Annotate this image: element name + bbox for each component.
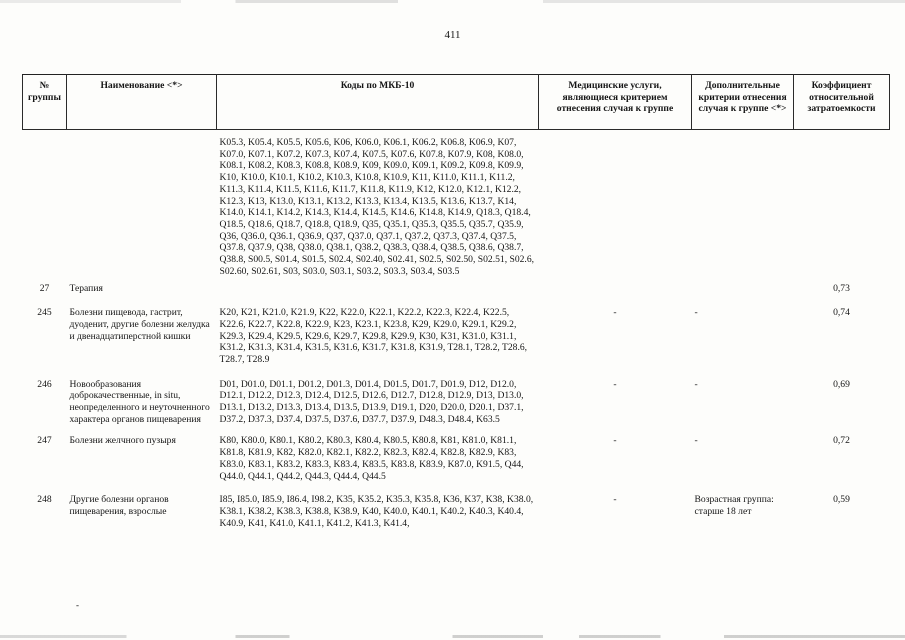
cell-coefficient [794,130,890,284]
header-coefficient: Коэффициент относительной затратоемкости [794,75,890,130]
table-row [23,435,890,494]
cell-medical-services: - [613,307,617,319]
table-row [23,494,890,529]
cell-name: Болезни желчного пузыря [69,435,176,447]
cell-icd-codes: D01, D01.0, D01.1, D01.2, D01.3, D01.4, D01.5, D01.7, D01.9, D12, D12.0, D12.1, D12.2, D12.3, D12.4, D12.5, D12.6, D12.7, D12.8, D12.9, D13, D13.0, D13.1, D13.2, D13.3, D13.4, D13.5, D13.9, D19.1, D20, D20.0, D20.1, D37.1, D37.2, D37.3, D37.4, D37.5, D37.6, D37.7, D37.9, D48.3, D48.4, K63.5 [219,378,524,425]
cell-coefficient: 0,69 [833,378,850,390]
cell-extra-criteria: - [694,378,698,390]
cell-name: Терапия [69,283,103,295]
cell-medical-services: - [613,435,617,447]
cell-coefficient: 0,59 [833,494,850,506]
header-group-number: № группы [23,75,67,130]
tariff-groups-table [22,74,890,529]
cell-extra-criteria [692,130,794,284]
cell-extra-criteria: - [694,435,698,447]
page-number: 411 [444,29,461,41]
stray-dash-mark: - [76,600,79,610]
cell-group-number [23,130,67,284]
cell-group-number: 248 [37,494,52,506]
header-extra-criteria: Дополнительные критерии отнесения случая к группе <*> [692,75,794,130]
cell-extra-criteria: Возрастная группа: старше 18 лет [694,494,774,517]
table-row [23,130,890,284]
table-row [23,307,890,379]
header-icd-codes: Коды по МКБ-10 [217,75,539,130]
cell-name [67,130,217,284]
cell-group-number: 247 [37,435,52,447]
cell-group-number: 245 [37,307,52,319]
cell-medical-services [539,283,692,307]
cell-extra-criteria [692,283,794,307]
cell-group-number: 27 [39,283,50,295]
cell-name: Другие болезни органов пищеварения, взрослые [69,494,169,517]
cell-extra-criteria: - [694,307,698,319]
cell-medical-services [539,130,692,284]
header-medical-services: Медицинские услуги, являющиеся критерием отнесения случая к группе [539,75,692,130]
cell-medical-services: - [613,494,617,506]
cell-medical-services: - [613,378,617,390]
cell-coefficient: 0,74 [833,307,850,319]
table-row [23,283,890,307]
cell-coefficient: 0,73 [833,283,850,295]
cell-name: Болезни пищевода, гастрит, дуоденит, другие болезни желудка и двенадцатиперстной кишки [69,307,210,342]
table-row [23,379,890,436]
header-name: Наименование <*> [67,75,217,130]
scan-edge-top [0,0,905,3]
cell-name: Новообразования доброкачественные, in situ, неопределенного и неуточненного характера органов пищеварения [69,378,210,425]
cell-icd-codes: K80, K80.0, K80.1, K80.2, K80.3, K80.4, K80.5, K80.8, K81, K81.0, K81.1, K81.8, K81.9, K82, K82.0, K82.1, K82.2, K82.3, K82.4, K82.8, K82.9, K83, K83.0, K83.1, K83.2, K83.3, K83.4, K83.5, K83.8, K83.9, K87.0, K91.5, Q44, Q44.0, Q44.1, Q44.2, Q44.3, Q44.4, Q44.5 [219,435,524,482]
scan-edge-bottom [0,635,905,638]
cell-icd-codes: K20, K21, K21.0, K21.9, K22, K22.0, K22.1, K22.2, K22.3, K22.4, K22.5, K22.6, K22.7, K22.8, K22.9, K23, K23.1, K23.8, K29, K29.0, K29.1, K29.2, K29.3, K29.4, K29.5, K29.6, K29.7, K29.8, K29.9, K30, K31, K31.0, K31.1, K31.2, K31.3, K31.4, K31.5, K31.6, K31.7, K31.8, K31.9, T28.1, T28.2, T28.6, T28.7, T28.9 [219,307,528,365]
table-header-row [23,75,890,130]
cell-icd-codes: I85, I85.0, I85.9, I86.4, I98.2, K35, K35.2, K35.3, K35.8, K36, K37, K38, K38.0, K38.1, K38.2, K38.3, K38.8, K38.9, K40, K40.0, K40.1, K40.2, K40.3, K40.4, K40.9, K41, K41.0, K41.1, K41.2, K41.3, K41.4, [219,494,534,529]
cell-coefficient: 0,72 [833,435,850,447]
cell-group-number: 246 [37,378,52,390]
cell-icd-codes [217,283,539,307]
cell-icd-codes: K05.3, K05.4, K05.5, K05.6, K06, K06.0, K06.1, K06.2, K06.8, K06.9, K07, K07.0, K07.1, K07.2, K07.3, K07.4, K07.5, K07.6, K07.8, K07.9, K08, K08.0, K08.1, K08.2, K08.3, K08.8, K08.9, K09, K09.0, K09.1, K09.2, K09.8, K09.9, K10, K10.0, K10.1, K10.2, K10.3, K10.8, K10.9, K11, K11.0, K11.1, K11.2, K11.3, K11.4, K11.5, K11.6, K11.7, K11.8, K11.9, K12, K12.0, K12.1, K12.2, K12.3, K13, K13.0, K13.1, K13.2, K13.3, K13.4, K13.5, K13.6, K13.7, K14, K14.0, K14.1, K14.2, K14.3, K14.4, K14.5, K14.6, K14.8, K14.9, Q18.3, Q18.4, Q18.5, Q18.6, Q18.7, Q18.8, Q18.9, Q35, Q35.1, Q35.3, Q35.5, Q35.7, Q35.9, Q36, Q36.0, Q36.1, Q36.9, Q37, Q37.0, Q37.1, Q37.2, Q37.3, Q37.4, Q37.5, Q37.8, Q37.9, Q38, Q38.0, Q38.1, Q38.2, Q38.3, Q38.4, Q38.5, Q38.6, Q38.7, Q38.8, S00.5, S01.4, S01.5, S02.4, S02.40, S02.41, S02.5, S02.50, S02.51, S02.6, S02.60, S02.61, S03, S03.0, S03.1, S03.2, S03.3, S03.4, S03.5 [219,137,535,277]
